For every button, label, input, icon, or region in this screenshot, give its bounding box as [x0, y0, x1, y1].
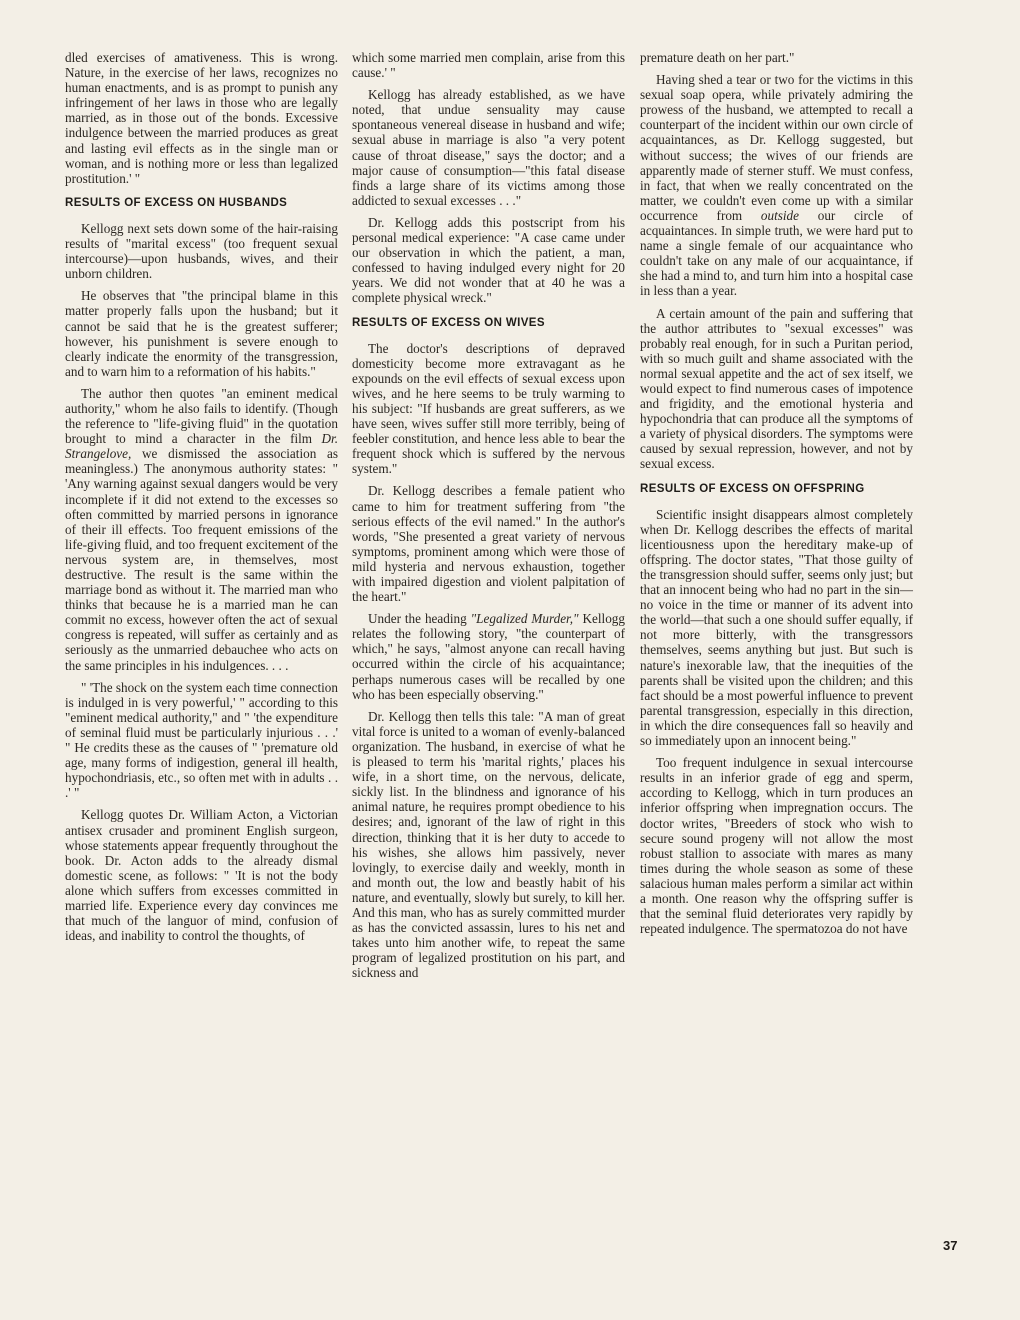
paragraph: premature death on her part.": [640, 50, 795, 65]
paragraph: Too frequent indulgence in sexual intercourse results in an inferior grade of egg and sperm, according to Kellogg, which in turn produces an inferior offspring when impregnation occurs. The doctor writes, "Breeders of stock who wish to secure sound progeny will not allow the most robust stallion to associate with mares as many times during the whole season as some of these salacious human males perform a similar act within a month. One reason why the offspring suffer is that the seminal fluid deteriorates very rapidly by repeated indulgence. The spermatozoa do not have: [640, 755, 913, 937]
film-title: Dr. Strangelove,: [65, 431, 338, 462]
section-heading-husbands: RESULTS OF EXCESS ON HUSBANDS: [65, 196, 288, 209]
paragraph: dled exercises of amativeness. This is wrong. Nature, in the exercise of her laws, recognizes no human enactments, and is as prompt to punish any infringement of her laws in those who are legally married, as in those out of the bonds. Excessive indulgence between the married produces as great and lasting evil effects as in the single man or woman, and is nothing more or less than legalized prostitution.' ": [65, 50, 338, 186]
text-column-3: [640, 50, 913, 943]
paragraph-text: Under the heading: [368, 611, 471, 627]
paragraph-text: Having shed a tear or two for the victims in this sexual soap opera, while privately admiring the prowess of the husband, we attempted to recall a counterpart of the incident within our own circle of acquaintances, as Dr. Kellogg suggested, but without success; the wives of our friends are apparently made of sterner stuff. We must confess, in fact, that when we really concentrated on the matter, we couldn't even come up with a similar occurrence from: [640, 72, 913, 223]
paragraph: [640, 72, 913, 298]
paragraph-text: The author then quotes "an eminent medical authority," whom he also fails to identify. (Though the reference to "life-giving fluid" in the quotation brought to mind a character in the film: [65, 385, 338, 447]
section-heading-wives: RESULTS OF EXCESS ON WIVES: [352, 316, 545, 329]
paragraph: He observes that "the principal blame in this matter properly falls upon the husband; but it cannot be said that he is the greatest sufferer; however, his punishment is severe enough to clearly indicate the enormity of the transgression, and to warn him to a reformation of his habits.": [65, 288, 338, 379]
paragraph: Kellogg next sets down some of the hair-raising results of "marital excess" (too frequent sexual intercourse)—upon husbands, wives, and their unborn children.: [65, 220, 338, 282]
text-column-1: [65, 50, 338, 950]
paragraph: Dr. Kellogg describes a female patient who came to him for treatment suffering from "the serious effects of the evil named." In the author's words, "She presented a great variety of nervous symptoms, prominent among which were those of mild hysteria and nervous exhaustion, together with impaired digestion and violent palpitation of the heart.": [352, 483, 625, 605]
paragraph: A certain amount of the pain and suffering that the author attributes to "sexual excesses" was probably real enough, for in such a Puritan period, with so much guilt and shame associated with the normal sexual appetite and the act of sex itself, we would expect to find numerous cases of impotence and frigidity, and the emotional hysteria and hypochondria that can produce all the symptoms of a variety of physical disorders. The symptoms were caused by sexual repression, however, and not by sexual excess.: [640, 305, 913, 472]
paragraph-text: Kellogg relates the following story, "the counterpart of which," he says, "almost anyone can recall having occurred within the circle of his acquaintance; perhaps numerous cases will be recalled by one who has been especially observing.": [352, 611, 625, 702]
section-heading-offspring: RESULTS OF EXCESS ON OFFSPRING: [640, 482, 865, 495]
paragraph: [65, 386, 338, 673]
page-number: 37: [943, 1238, 958, 1253]
paragraph: which some married men complain, arise from this cause.' ": [352, 50, 625, 81]
paragraph: Kellogg has already established, as we have noted, that undue sensuality may cause spontaneous venereal disease in husband and wife; sexual abuse in marriage is also "a very potent cause of throat disease," says the doctor; and a major cause of consumption—"this fatal disease finds a large share of its victims among those addicted to sexual excesses . . .": [352, 87, 625, 208]
emphasis: outside: [760, 207, 800, 223]
paragraph: [352, 611, 625, 702]
paragraph-text: we dismissed the association as meaningless.) The anonymous authority states: " 'Any warning against sexual dangers would be very incomplete if it did not extend to the excesses so often committed by married persons in ignorance of their ill effects. Too frequent emissions of the life-giving fluid, and too frequent excitement of the nervous system are, in themselves, most destructive. The result is the same within the marriage bond as without it. The married man who thinks that because he is a married man he can commit no excess, however often the act of sexual congress is repeated, will suffer as certainly and as seriously as the unmarried debauchee who acts on the same principles in his indulgences. . . .: [65, 446, 338, 673]
paragraph: " 'The shock on the system each time connection is indulged in is very powerful,' " according to this "eminent medical authority," and " 'the expenditure of seminal fluid must be particularly injurious . . .' " He credits these as the causes of " 'premature old age, many forms of indigestion, general ill health, hypochondriasis, etc., so often met with in adults . . .' ": [65, 679, 338, 801]
paragraph: Dr. Kellogg adds this postscript from his personal medical experience: "A case came under our observation in which the patient, a man, confessed to having indulged every night for 20 years. We did not wonder that at 40 he was a complete physical wreck.": [352, 214, 625, 306]
paragraph: Dr. Kellogg then tells this tale: "A man of great vital force is united to a woman of evenly-balanced organization. The husband, in exercise of what he is pleased to term his 'marital rights,' places his wife, in a short time, on the nervous, delicate, sickly list. In the blindness and ignorance of his animal nature, he requires prompt obedience to his desires; and, ignorant of the law of right in this direction, thinking that it is her duty to accede to his wishes, she allows him passively, never lovingly, to exercise daily and weekly, month in and month out, the low and beastly habit of his nature, and eventually, slowly but surely, to kill her. And this man, who has as surely committed murder as has the convicted assassin, lures to his net and takes unto him another wife, to repeat the same program of legalized prostitution on his part, and sickness and: [352, 708, 625, 981]
paragraph: The doctor's descriptions of depraved domesticity become more extravagant as he expounds on the evil effects of sexual excess upon wives, and he here seems to be truly warming to his subject: "If husbands are great sufferers, as we have seen, wives suffer still more terribly, being of feebler constitution, and hence less able to bear the frequent shock which is suffered by the nervous system.": [352, 340, 625, 477]
paragraph: Scientific insight disappears almost completely when Dr. Kellogg describes the effects of marital licentiousness upon the hereditary make-up of offspring. The doctor states, "That those guilty of the transgression should suffer, seems only just; but that an innocent being who had no part in the sin—no voice in the time or manner of its advent into the world—that such a one should suffer equally, if not more bitterly, with the transgressors themselves, seems anything but just. But such is nature's inexorable law, that the inequities of the parents shall be visited upon the children; and this fact should be a most powerful influence to prevent parental transgression, especially in this direction, in which the dire consequences fall so heavily and so immediately upon an innocent being.": [640, 506, 913, 749]
paragraph: Kellogg quotes Dr. William Acton, a Victorian antisex crusader and prominent English surgeon, whose statements appear frequently throughout the book. Dr. Acton adds to the already dismal domestic scene, as follows: " 'It is not the body alone which suffers from excesses committed in married life. Experience every day convinces me that much of the languor of mind, confusion of ideas, and inability to control the thoughts, of: [65, 807, 338, 944]
heading-quote: "Legalized Murder,": [470, 611, 579, 627]
text-column-2: [352, 50, 625, 987]
paragraph-text: our circle of acquaintances. In simple truth, we were hard put to name a single female of our acquaintance who couldn't take on any male of our acquaintance, if she had a mind to, and turn him into a hospital case in less than a year.: [640, 207, 914, 299]
